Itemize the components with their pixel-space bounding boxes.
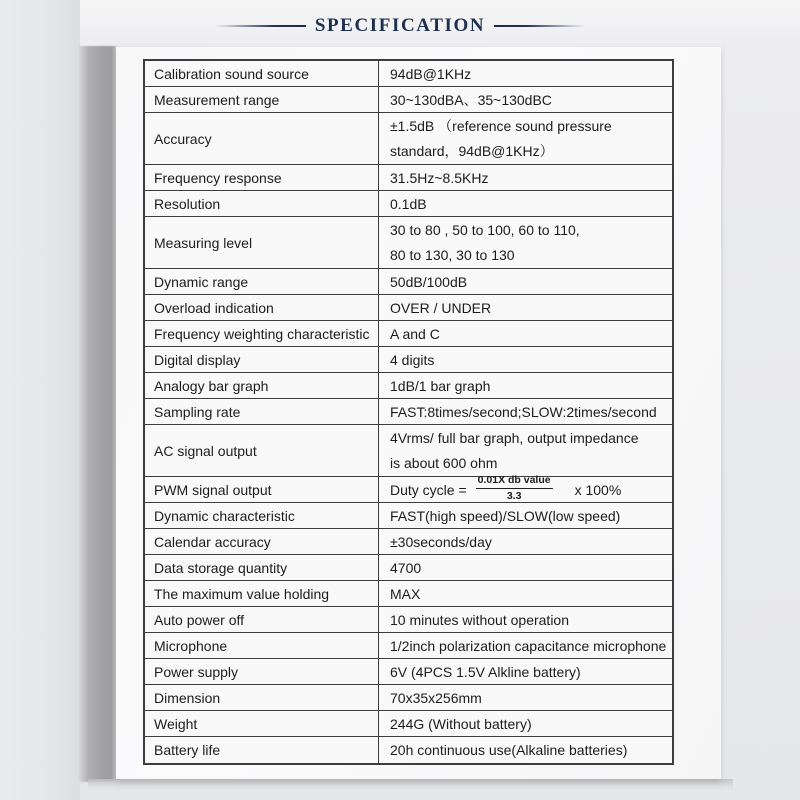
table-row bbox=[145, 474, 672, 503]
spec-value-cell: 1/2inch polarization capacitance microphone bbox=[390, 637, 667, 654]
spec-value-cell: 20h continuous use(Alkaline batteries) bbox=[390, 742, 628, 758]
table-row bbox=[145, 165, 672, 191]
spec-label-cell: Calibration sound source bbox=[145, 61, 379, 86]
spec-value-cell bbox=[379, 113, 672, 164]
spec-value-cell: 31.5Hz~8.5KHz bbox=[390, 169, 489, 186]
table-row bbox=[145, 321, 672, 347]
formula-fraction bbox=[476, 474, 553, 502]
spec-label-cell: Frequency response bbox=[145, 165, 379, 190]
table-row bbox=[145, 529, 672, 555]
spec-value-cell: 70x35x256mm bbox=[390, 689, 482, 706]
spec-value-cell bbox=[379, 474, 672, 502]
spec-value-cell: 30~130dBA、35~130dBC bbox=[390, 91, 552, 108]
table-row bbox=[145, 191, 672, 217]
spec-label-cell: Power supply bbox=[145, 659, 379, 684]
spec-label-cell: Frequency weighting characteristic bbox=[145, 321, 379, 346]
table-row bbox=[145, 61, 672, 87]
table-row bbox=[145, 269, 672, 295]
spec-value-line: 4Vrms/ full bar graph, output impedance bbox=[390, 429, 639, 446]
table-row bbox=[145, 373, 672, 399]
board-left-shadow bbox=[79, 46, 117, 782]
spec-label-cell: Data storage quantity bbox=[145, 555, 379, 580]
spec-label-cell: Measurement range bbox=[145, 87, 379, 112]
table-row bbox=[145, 113, 672, 165]
spec-value-cell: 94dB@1KHz bbox=[390, 65, 472, 82]
spec-value-cell bbox=[379, 217, 672, 268]
spec-label-cell: AC signal output bbox=[145, 425, 379, 476]
table-row bbox=[145, 659, 672, 685]
page-title: SPECIFICATION bbox=[314, 15, 486, 36]
spec-value-cell: 0.1dB bbox=[390, 195, 427, 212]
table-row bbox=[145, 295, 672, 321]
spec-value-cell: 244G (Without battery) bbox=[390, 715, 532, 732]
spec-label-cell: Dimension bbox=[145, 685, 379, 710]
spec-table bbox=[143, 59, 674, 765]
spec-value-cell: A and C bbox=[390, 325, 440, 342]
background-wall-shade bbox=[0, 0, 80, 800]
spec-value-line: ±1.5dB （reference sound pressure bbox=[390, 117, 612, 134]
table-row bbox=[145, 217, 672, 269]
table-row bbox=[145, 685, 672, 711]
spec-label-cell: Auto power off bbox=[145, 607, 379, 632]
spec-label-cell: Sampling rate bbox=[145, 399, 379, 424]
formula-prefix: Duty cycle = bbox=[390, 481, 467, 498]
spec-label-cell: Dynamic characteristic bbox=[145, 503, 379, 528]
board-floor-shadow bbox=[88, 779, 733, 791]
table-row bbox=[145, 347, 672, 373]
spec-label-cell: Calendar accuracy bbox=[145, 529, 379, 554]
table-row bbox=[145, 607, 672, 633]
fraction-numerator: 0.01X db value bbox=[476, 474, 553, 489]
fraction-denominator: 3.3 bbox=[506, 490, 522, 502]
spec-value-line: standard，94dB@1KHz） bbox=[390, 142, 554, 159]
table-row bbox=[145, 737, 672, 763]
spec-label-cell: Weight bbox=[145, 711, 379, 736]
spec-value-line: 30 to 80 , 50 to 100, 60 to 110, bbox=[390, 221, 580, 238]
spec-value-cell: 10 minutes without operation bbox=[390, 611, 569, 628]
spec-value-cell: OVER / UNDER bbox=[390, 299, 492, 316]
spec-label-cell: Measuring level bbox=[145, 217, 379, 268]
spec-value-cell: MAX bbox=[390, 585, 421, 602]
table-row bbox=[145, 711, 672, 737]
spec-label-cell: Resolution bbox=[145, 191, 379, 216]
spec-value-cell: 4700 bbox=[390, 559, 422, 576]
spec-label-cell: Analogy bar graph bbox=[145, 373, 379, 398]
spec-value-cell: ±30seconds/day bbox=[390, 533, 492, 550]
title-divider-right bbox=[494, 25, 586, 27]
spec-label-cell: Battery life bbox=[145, 737, 379, 763]
header bbox=[0, 4, 800, 48]
table-row bbox=[145, 503, 672, 529]
spec-value-cell: FAST(high speed)/SLOW(low speed) bbox=[390, 507, 621, 524]
spec-label-cell: Overload indication bbox=[145, 295, 379, 320]
spec-label-cell: Dynamic range bbox=[145, 269, 379, 294]
table-row bbox=[145, 633, 672, 659]
spec-label-cell: Digital display bbox=[145, 347, 379, 372]
spec-label-cell: The maximum value holding bbox=[145, 581, 379, 606]
spec-value-cell: 4 digits bbox=[390, 351, 435, 368]
spec-board bbox=[116, 47, 721, 779]
spec-value-cell: 1dB/1 bar graph bbox=[390, 377, 491, 394]
table-row bbox=[145, 399, 672, 425]
title-divider-left bbox=[214, 25, 306, 27]
spec-value-cell: 50dB/100dB bbox=[390, 273, 468, 290]
spec-value-cell bbox=[379, 425, 672, 476]
spec-value-cell: 6V (4PCS 1.5V Alkline battery) bbox=[390, 663, 581, 680]
spec-label-cell: PWM signal output bbox=[145, 477, 379, 502]
spec-label-cell: Accuracy bbox=[145, 113, 379, 164]
spec-value-line: 80 to 130, 30 to 130 bbox=[390, 246, 515, 263]
spec-label-cell: Microphone bbox=[145, 633, 379, 658]
spec-value-cell: FAST:8times/second;SLOW:2times/second bbox=[390, 403, 657, 420]
spec-value-line: is about 600 ohm bbox=[390, 454, 498, 471]
table-row bbox=[145, 425, 672, 477]
formula-suffix: x 100% bbox=[574, 481, 622, 498]
table-row bbox=[145, 87, 672, 113]
table-row bbox=[145, 581, 672, 607]
table-row bbox=[145, 555, 672, 581]
